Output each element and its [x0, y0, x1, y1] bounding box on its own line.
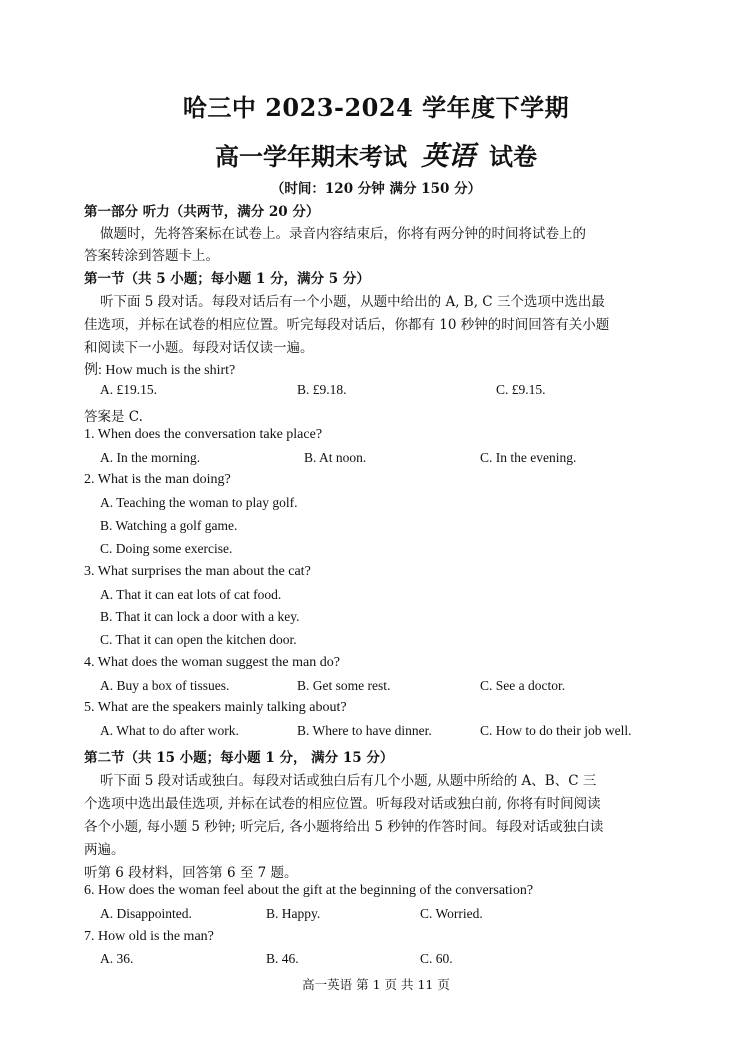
- example-option-c: C. £9.15.: [496, 382, 546, 397]
- part1-title: 第一部分 听力（共两节，满分 20 分）: [84, 204, 320, 220]
- exam-time-info: （时间：120 分钟 满分 150 分）: [270, 181, 482, 197]
- q2-option-b: B. Watching a golf game.: [100, 518, 238, 533]
- example-answer: 答案是 C.: [84, 409, 143, 425]
- q5-option-a: A. What to do after work.: [100, 723, 239, 738]
- exam-title-prefix: 高一学年期末考试: [215, 142, 407, 171]
- q4-option-b: B. Get some rest.: [297, 678, 391, 693]
- section1-intro-line3: 和阅读下一小题。每段对话仅读一遍。: [84, 340, 314, 356]
- q1-option-a: A. In the morning.: [100, 450, 201, 465]
- q4-option-a: A. Buy a box of tissues.: [100, 678, 230, 693]
- q6-option-c: C. Worried.: [420, 906, 483, 921]
- exam-title-line2: [0, 134, 752, 173]
- q4-option-c: C. See a doctor.: [480, 678, 566, 693]
- example-question: 例: How much is the shirt?: [84, 363, 236, 378]
- example-option-a: A. £19.15.: [100, 382, 157, 397]
- q6-option-a: A. Disappointed.: [100, 906, 192, 921]
- part1-intro-line2: 答案转涂到答题卡上。: [84, 248, 219, 264]
- section2-title: 第二节（共 15 小题；每小题 1 分， 满分 15 分）: [84, 750, 394, 766]
- q7-option-c: C. 60.: [420, 951, 453, 966]
- section1-title: 第一节（共 5 小题；每小题 1 分，满分 5 分）: [84, 271, 370, 287]
- q7-option-a: A. 36.: [100, 951, 134, 966]
- exam-title-suffix: 试卷: [489, 142, 537, 171]
- q2-option-c: C. Doing some exercise.: [100, 541, 233, 556]
- section1-intro-line1: 听下面 5 段对话。每段对话后有一个小题，从题中给出的 A, B, C 三个选项中选出最: [100, 294, 605, 310]
- q1-option-b: B. At noon.: [304, 450, 367, 465]
- q2-option-a: A. Teaching the woman to play golf.: [100, 495, 298, 510]
- question-3: 3. What surprises the man about the cat?: [84, 564, 311, 579]
- section2-intro-line4: 两遍。: [84, 842, 125, 858]
- section2-intro-line2: 个选项中选出最佳选项, 并标在试卷的相应位置。听每段对话或独白前, 你将有时间阅读: [84, 796, 601, 812]
- subject-name: 英语: [421, 141, 475, 172]
- question-6: 6. How does the woman feel about the gift at the beginning of the conversation?: [84, 883, 534, 898]
- question-7: 7. How old is the man?: [84, 929, 214, 944]
- q7-option-b: B. 46.: [266, 951, 299, 966]
- q3-option-c: C. That it can open the kitchen door.: [100, 632, 297, 647]
- question-4: 4. What does the woman suggest the man do?: [84, 655, 340, 670]
- q5-option-c: C. How to do their job well.: [480, 723, 632, 738]
- question-5: 5. What are the speakers mainly talking about?: [84, 700, 347, 715]
- material-6-instruction: 听第 6 段材料，回答第 6 至 7 题。: [84, 865, 298, 881]
- section2-intro-line3: 各个小题, 每小题 5 秒钟; 听完后, 各小题将给出 5 秒钟的作答时间。每段对话或独白读: [84, 819, 604, 835]
- page-footer: 高一英语 第 1 页 共 11 页: [302, 977, 450, 992]
- section2-intro-line1: 听下面 5 段对话或独白。每段对话或独白后有几个小题, 从题中所给的 A、B、C 三: [100, 773, 597, 789]
- q6-option-b: B. Happy.: [266, 906, 321, 921]
- example-option-b: B. £9.18.: [297, 382, 347, 397]
- q1-option-c: C. In the evening.: [480, 450, 577, 465]
- question-2: 2. What is the man doing?: [84, 472, 231, 487]
- question-1: 1. When does the conversation take place?: [84, 427, 323, 442]
- q3-option-b: B. That it can lock a door with a key.: [100, 609, 300, 624]
- part1-intro-line1: 做题时，先将答案标在试卷上。录音内容结束后，你将有两分钟的时间将试卷上的: [100, 226, 586, 242]
- q3-option-a: A. That it can eat lots of cat food.: [100, 587, 282, 602]
- q5-option-b: B. Where to have dinner.: [297, 723, 432, 738]
- section1-intro-line2: 佳选项，并标在试卷的相应位置。听完每段对话后，你都有 10 秒钟的时间回答有关小题: [84, 317, 610, 333]
- exam-title-line1: 哈三中 2023-2024 学年度下学期: [182, 93, 570, 122]
